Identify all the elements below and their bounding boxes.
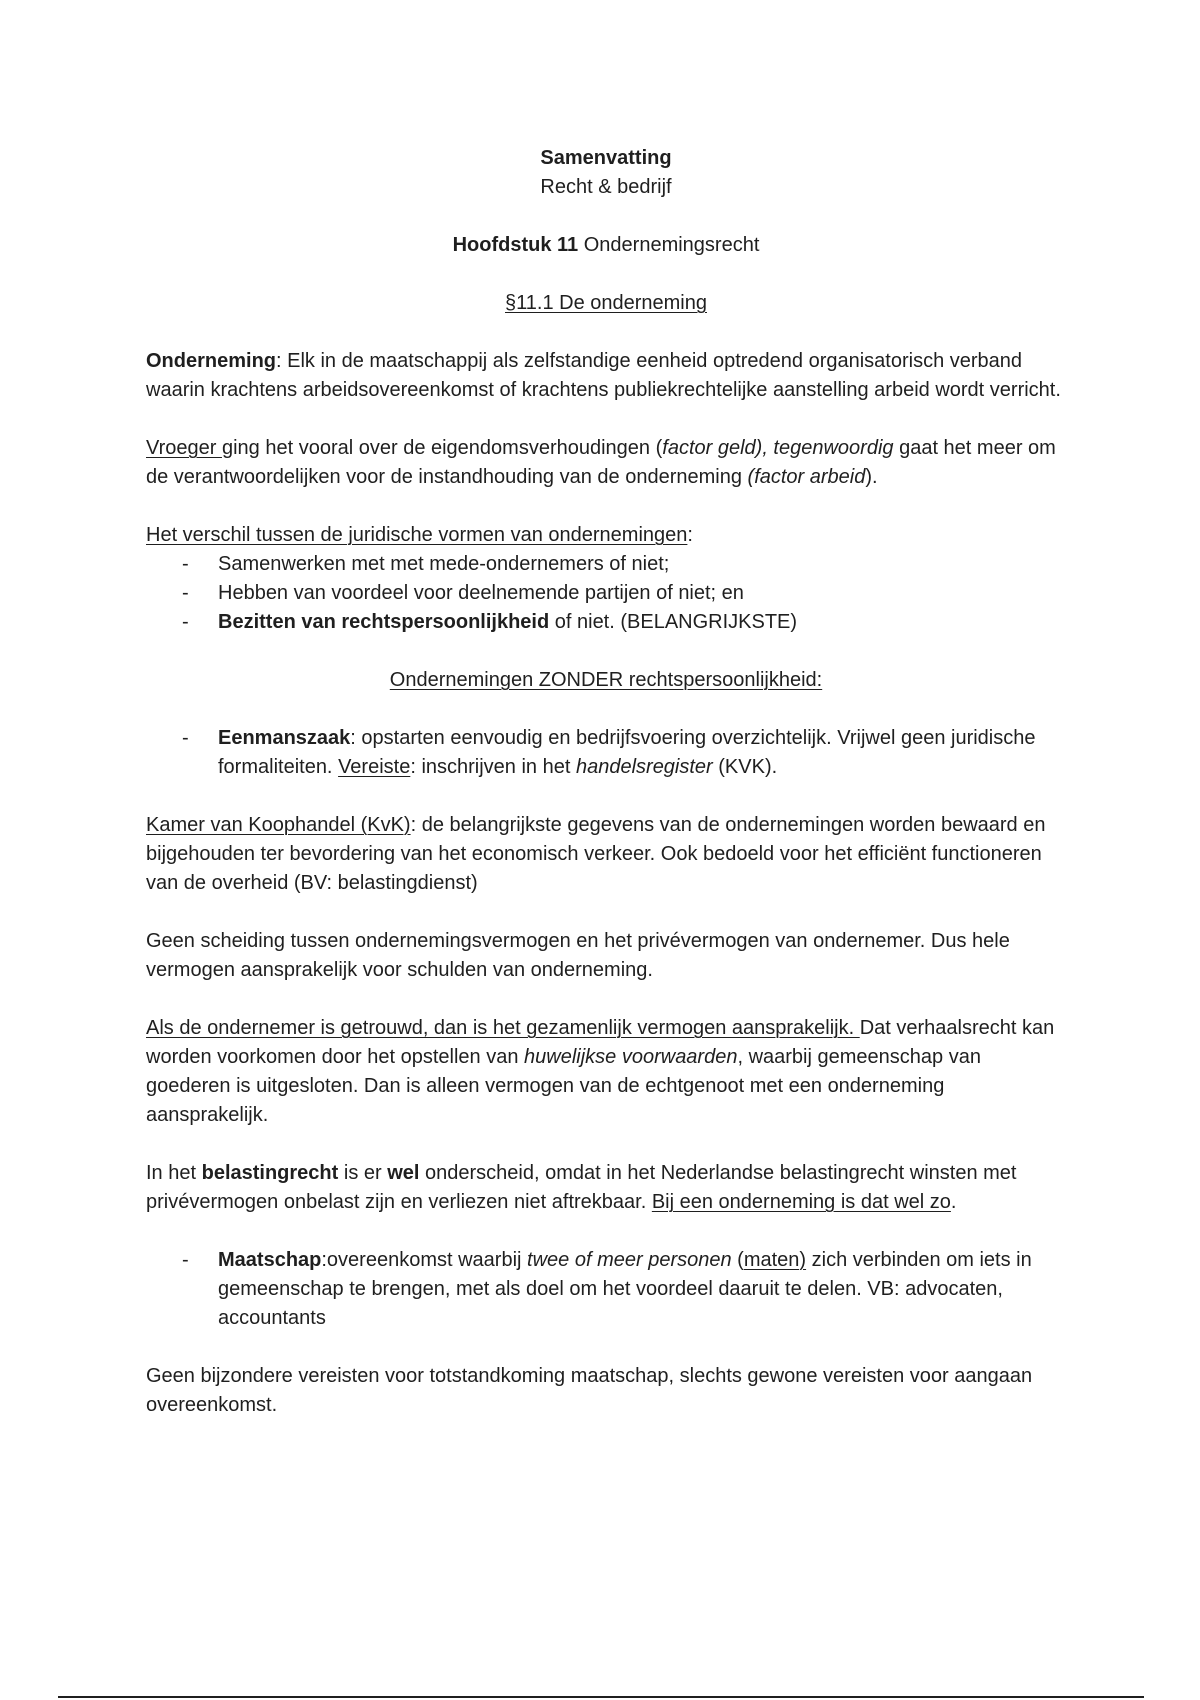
paragraph-getrouwd: Als de ondernemer is getrouwd, dan is het gezamenlijk vermogen aansprakelijk. Dat verhaalsrecht kan worden voorkomen door het opstellen van huwelijkse voorwaarden, waarbij gemeenschap van goederen is uitgesloten. Dan is alleen vermogen van de echtgenoot met een onderneming aansprakelijk. <box>146 1017 1055 1126</box>
list-item-eenmanszaak: - Eenmanszaak: opstarten eenvoudig en bedrijfsvoering overzichtelijk. Vrijwel geen juridische formaliteiten. Vereiste: inschrijven in het handelsregister (KVK). <box>218 724 1066 782</box>
list-juridische-vormen <box>146 550 1066 637</box>
subheading-zonder-rechtspersoonlijkheid: Ondernemingen ZONDER rechtspersoonlijkheid: <box>389 669 823 691</box>
document-title: Samenvatting <box>540 147 672 169</box>
paragraph-vereisten: Geen bijzondere vereisten voor totstandkoming maatschap, slechts gewone vereisten voor aangaan overeenkomst. <box>146 1365 1033 1416</box>
section-title: §11.1 De onderneming <box>505 292 707 314</box>
chapter-title: Ondernemingsrecht <box>583 234 760 256</box>
paragraph-kvk: Kamer van Koophandel (KvK): de belangrijkste gegevens van de ondernemingen worden bewaard en bijgehouden ter bevordering van het economisch verkeer. Ook bedoeld voor het efficiënt functioneren van de overheid (BV: belastingdienst) <box>146 814 1046 894</box>
paragraph-vroeger: Vroeger ging het vooral over de eigendomsverhoudingen (factor geld), tegenwoordig gaat het meer om de verantwoordelijken voor de instandhouding van de onderneming (factor arbeid). <box>146 437 1056 488</box>
list-eenmanszaak <box>146 724 1066 782</box>
section-heading <box>146 289 1066 318</box>
list-item-maatschap: - Maatschap:overeenkomst waarbij twee of meer personen (maten) zich verbinden om iets in gemeenschap te brengen, met als doel om het voordeel daaruit te delen. VB: advocaten, accountants <box>218 1246 1066 1333</box>
list-item: - Bezitten van rechtspersoonlijkheid of niet. (BELANGRIJKSTE) <box>218 608 1066 637</box>
list-item: - Samenwerken met met mede-ondernemers of niet; <box>218 550 1066 579</box>
page-bottom-rule <box>58 1696 1144 1698</box>
term-onderneming: Onderneming <box>146 350 277 372</box>
list-heading-juridische-vormen: Het verschil tussen de juridische vormen van ondernemingen: <box>146 524 693 546</box>
definition-onderneming: Onderneming: Elk in de maatschappij als zelfstandige eenheid optredend organisatorisch verband waarin krachtens arbeidsovereenkomst of krachtens publiekrechtelijke aanstelling arbeid wordt verricht. <box>146 350 1061 401</box>
chapter-label: Hoofdstuk 11 <box>452 234 579 256</box>
document-subtitle: Recht & bedrijf <box>540 176 672 198</box>
paragraph-belastingrecht: In het belastingrecht is er wel onderscheid, omdat in het Nederlandse belastingrecht winsten met privévermogen onbelast zijn en verliezen niet aftrekbaar. Bij een onderneming is dat wel zo. <box>146 1162 1017 1213</box>
document-page <box>146 144 1066 1420</box>
list-item: - Hebben van voordeel voor deelnemende partijen of niet; en <box>218 579 1066 608</box>
paragraph-scheiding: Geen scheiding tussen ondernemingsvermogen en het privévermogen van ondernemer. Dus hele vermogen aansprakelijk voor schulden van onderneming. <box>146 930 1010 981</box>
list-maatschap <box>146 1246 1066 1333</box>
chapter-heading <box>146 231 1066 260</box>
